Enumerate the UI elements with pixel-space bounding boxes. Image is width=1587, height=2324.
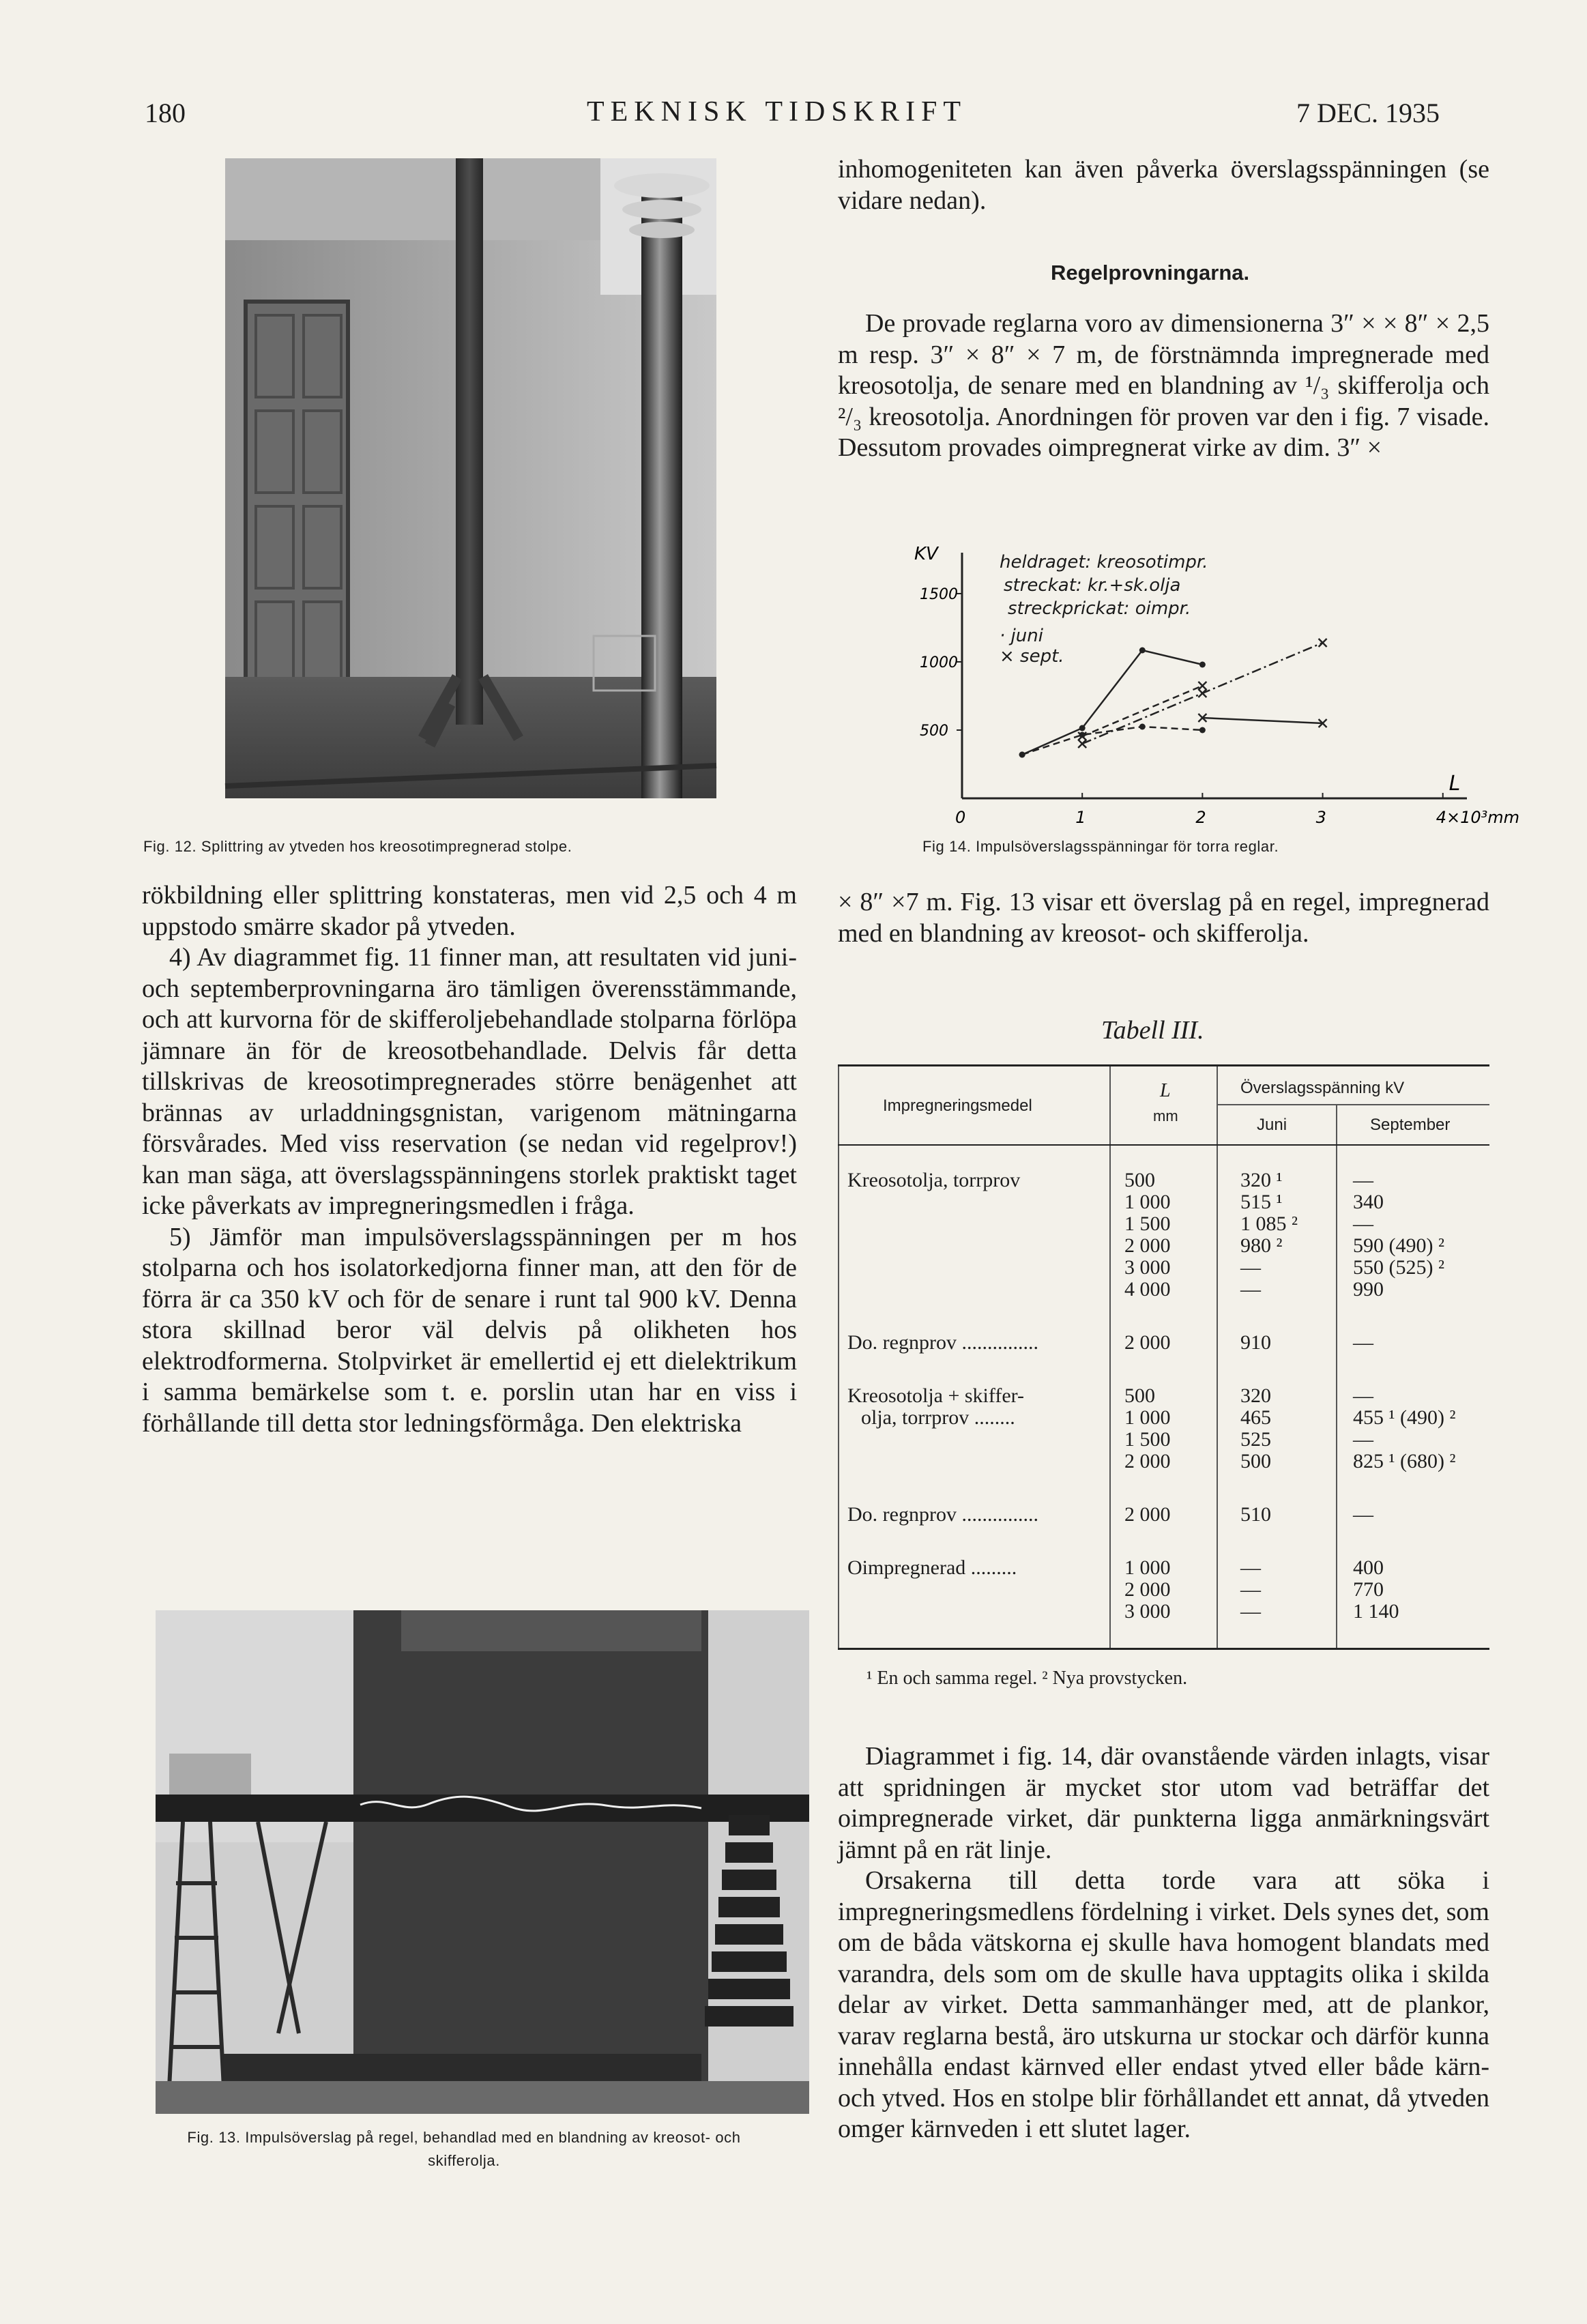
right-top-text bbox=[838, 154, 1489, 216]
y-axis-label: KV bbox=[914, 544, 938, 564]
table-row-label: Do. regnprov ............... bbox=[847, 1331, 1038, 1354]
right-mid-text bbox=[838, 887, 1489, 949]
y-tick-label: 500 bbox=[920, 723, 948, 740]
y-tick-label: 1000 bbox=[920, 654, 958, 671]
data-point-june bbox=[1019, 752, 1025, 758]
table-cell-june: 910 bbox=[1240, 1331, 1271, 1354]
x-tick-label: 3 bbox=[1315, 808, 1326, 827]
table-cell-september: — bbox=[1353, 1331, 1373, 1354]
table-cell-september: 1 140 bbox=[1353, 1600, 1399, 1623]
table-cell-september: — bbox=[1353, 1428, 1373, 1451]
table-title: Tabell III. bbox=[1101, 1016, 1204, 1045]
table-cell-L: 2 000 bbox=[1124, 1503, 1171, 1526]
table-cell-june: — bbox=[1240, 1278, 1261, 1301]
table-row-label: Oimpregnerad ......... bbox=[847, 1556, 1017, 1579]
paragraph: 4) Av diagrammet fig. 11 finner man, att resultaten vid juni- och septemberprovningarna äro tämligen överensstämmande, och att kurvorna för de skifferoljebehandlade stolparna förlöpa jämnare än för de kreosotbehandlade. Delvis får detta tillskrivas de kreosotimpregnerades större benägenhet att brännas av urladdningsgnistan, varigenom mätningarna försvårades. Med viss reservation (se nedan vid regelprov!) kan man säga, att överslagsspänningens storlek praktiskt taget icke påverkats av impregneringsmedlen i fråga. bbox=[142, 943, 797, 1220]
table-cell-september: 590 (490) ² bbox=[1353, 1234, 1444, 1257]
legend-entry: × sept. bbox=[1000, 646, 1064, 667]
table-cell-september: 990 bbox=[1353, 1278, 1384, 1301]
table-cell-june: 1 085 ² bbox=[1240, 1212, 1298, 1235]
col-header-L: L bbox=[1160, 1080, 1171, 1101]
fig12-photo bbox=[225, 158, 716, 798]
table-cell-L: 3 000 bbox=[1124, 1256, 1171, 1279]
table-cell-L: 2 000 bbox=[1124, 1578, 1171, 1601]
chart-legend bbox=[1000, 552, 1208, 667]
table-footnote: ¹ En och samma regel. ² Nya provstycken. bbox=[867, 1668, 1188, 1689]
table-cell-september: 825 ¹ (680) ² bbox=[1353, 1450, 1456, 1472]
table-cell-L: 1 000 bbox=[1124, 1406, 1171, 1429]
table-cell-L: 1 500 bbox=[1124, 1212, 1171, 1235]
table-cell-june: 515 ¹ bbox=[1240, 1191, 1283, 1213]
table-cell-june: — bbox=[1240, 1600, 1261, 1623]
table-cell-september: 400 bbox=[1353, 1556, 1384, 1579]
section-heading: Regelprovningarna. bbox=[1051, 261, 1250, 285]
table-cell-june: 500 bbox=[1240, 1450, 1271, 1472]
page-number: 180 bbox=[145, 98, 186, 128]
table-cell-june: 465 bbox=[1240, 1406, 1271, 1429]
table-row-label: olja, torrprov ........ bbox=[861, 1406, 1015, 1429]
table-cell-june: — bbox=[1240, 1256, 1261, 1279]
table-cell-L: 3 000 bbox=[1124, 1600, 1171, 1623]
data-point-september bbox=[1198, 682, 1206, 690]
y-tick-label: 1500 bbox=[920, 586, 958, 603]
col-header-june: Juni bbox=[1257, 1116, 1287, 1134]
fig14-chart bbox=[901, 539, 1520, 827]
data-point-june bbox=[1139, 648, 1146, 654]
table-row-label: Kreosotolja, torrprov bbox=[847, 1169, 1021, 1191]
table-row-label: Do. regnprov ............... bbox=[847, 1503, 1038, 1526]
legend-entry: streckprickat: oimpr. bbox=[1008, 598, 1191, 619]
table-cell-september: — bbox=[1353, 1212, 1373, 1235]
col-header-september: September bbox=[1370, 1116, 1451, 1134]
paragraph: inhomogeniteten kan även påverka överslagsspänningen (se vidare nedan). bbox=[838, 155, 1489, 215]
left-body-text bbox=[142, 880, 797, 1439]
table-row-label: Kreosotolja + skiffer- bbox=[847, 1384, 1025, 1407]
table-cell-september: — bbox=[1353, 1503, 1373, 1526]
col-header-L-unit: mm bbox=[1153, 1107, 1178, 1124]
paragraph: × 8″ ×7 m. Fig. 13 visar ett överslag på en regel, impregnerad med en blandning av kreosot- och skifferolja. bbox=[838, 888, 1489, 948]
data-point-june bbox=[1199, 662, 1206, 668]
table-cell-september: — bbox=[1353, 1384, 1373, 1407]
table-cell-june: — bbox=[1240, 1556, 1261, 1579]
x-tick-label: 2 bbox=[1195, 808, 1206, 827]
data-point-june bbox=[1139, 724, 1146, 730]
fig14-caption: Fig 14. Impulsöverslagsspänningar för torra reglar. bbox=[922, 838, 1279, 855]
table-cell-L: 1 000 bbox=[1124, 1191, 1171, 1213]
paragraph: De provade reglarna voro av dimensionerna 3″ × × 8″ × 2,5 m resp. 3″ × 8″ × 7 m, de förstnämnda impregnerade med kreosotolja, de senare med en blandning av ¹/₃ skifferolja och ²/₃ kreosotolja. Anordningen för proven var den i fig. 7 visade. Dessutom provades oimpregnerat virke av dim. 3″ × bbox=[838, 309, 1489, 462]
legend-entry: streckat: kr.+sk.olja bbox=[1004, 575, 1181, 596]
table-cell-june: — bbox=[1240, 1578, 1261, 1601]
x-tick-label: 4×10³mm bbox=[1436, 808, 1520, 827]
right-bottom-text bbox=[838, 1741, 1489, 2145]
paragraph: 5) Jämför man impulsöverslagsspänningen per m hos stolparna och hos isolatorkedjorna finner man, att den för de förra är ca 350 kV och för de senare i runt tal 900 kV. Denna stora skillnad beror väl delvis på olikheten hos elektrodformerna. Stolpvirket är emellertid ej ett dielektrikum i samma bemärkelse som t. e. porslin utan har en viss i förhållande till detta stor ledningsförmåga. Den elektriska bbox=[142, 1222, 797, 1438]
table-cell-L: 2 000 bbox=[1124, 1450, 1171, 1472]
table-cell-L: 500 bbox=[1124, 1169, 1155, 1191]
table-cell-L: 500 bbox=[1124, 1384, 1155, 1407]
data-point-june bbox=[1079, 725, 1086, 731]
journal-title: TEKNISK TIDSKRIFT bbox=[587, 96, 967, 128]
fig13-photo bbox=[156, 1610, 809, 2114]
table-cell-june: 525 bbox=[1240, 1428, 1271, 1451]
table-cell-september: 455 ¹ (490) ² bbox=[1353, 1406, 1456, 1429]
x-tick-label: 0 bbox=[955, 808, 966, 827]
fig12-photo-drawing bbox=[225, 158, 716, 798]
data-point-september bbox=[1319, 639, 1327, 647]
table-cell-june: 510 bbox=[1240, 1503, 1271, 1526]
fig13-photo-drawing bbox=[156, 1610, 809, 2114]
col-header-medium: Impregneringsmedel bbox=[883, 1096, 1032, 1115]
table-cell-september: 340 bbox=[1353, 1191, 1384, 1213]
fig12-caption: Fig. 12. Splittring av ytveden hos kreosotimpregnerad stolpe. bbox=[143, 838, 572, 855]
table-cell-L: 2 000 bbox=[1124, 1331, 1171, 1354]
x-axis-label: L bbox=[1448, 772, 1461, 796]
table-cell-september: 770 bbox=[1353, 1578, 1384, 1601]
paragraph: Diagrammet i fig. 14, där ovanstående värden inlagts, visar att spridningen är mycket stor utom vad beträffar det oimpregnerade virket, där punkterna ligga anmärkningsvärt jämnt på en rät linje. bbox=[838, 1742, 1489, 1864]
table-cell-L: 1 000 bbox=[1124, 1556, 1171, 1579]
table-cell-L: 4 000 bbox=[1124, 1278, 1171, 1301]
table-cell-june: 320 bbox=[1240, 1384, 1271, 1407]
table-cell-L: 2 000 bbox=[1124, 1234, 1171, 1257]
chart-series-group bbox=[1019, 639, 1327, 758]
x-tick-label: 1 bbox=[1075, 808, 1086, 827]
legend-entry: heldraget: kreosotimpr. bbox=[1000, 552, 1208, 572]
table-iii bbox=[838, 1064, 1489, 1650]
table-cell-june: 980 ² bbox=[1240, 1234, 1283, 1257]
series-line bbox=[1202, 718, 1322, 723]
data-point-september bbox=[1078, 740, 1086, 748]
paragraph: rökbildning eller splittring konstateras, men vid 2,5 och 4 m uppstodo smärre skador på ytveden. bbox=[142, 881, 797, 941]
col-header-group: Överslagsspänning kV bbox=[1240, 1079, 1405, 1097]
data-point-june bbox=[1199, 727, 1206, 733]
right-top-text-2 bbox=[838, 308, 1489, 464]
table-cell-september: — bbox=[1353, 1169, 1373, 1191]
data-point-september bbox=[1198, 689, 1206, 697]
issue-date: 7 DEC. 1935 bbox=[1296, 98, 1440, 128]
fig13-caption: Fig. 13. Impulsöverslag på regel, behandlad med en blandning av kreosot- och skifferolja. bbox=[187, 2129, 741, 2169]
paragraph: Orsakerna till detta torde vara att söka i impregneringsmedlens fördelning i virket. Dels synes det, som om de båda vätskorna ej skulle hava homogent blandats med varandra, dels som om de skulle hava upptagits olika i skilda delar av virket. Detta sammanhänger med, att de plankor, varav reglarna bestå, äro utskurna ur stockar och därför kunna innehålla endast kärnved eller endast ytved eller både kärn- och ytved. Hos en stolpe blir förhållandet ett annat, då ytveden omger kärnveden i ett slutet lager. bbox=[838, 1866, 1489, 2143]
legend-entry: · juni bbox=[1000, 626, 1043, 646]
table-cell-september: 550 (525) ² bbox=[1353, 1256, 1444, 1279]
table-cell-june: 320 ¹ bbox=[1240, 1169, 1283, 1191]
table-cell-L: 1 500 bbox=[1124, 1428, 1171, 1451]
